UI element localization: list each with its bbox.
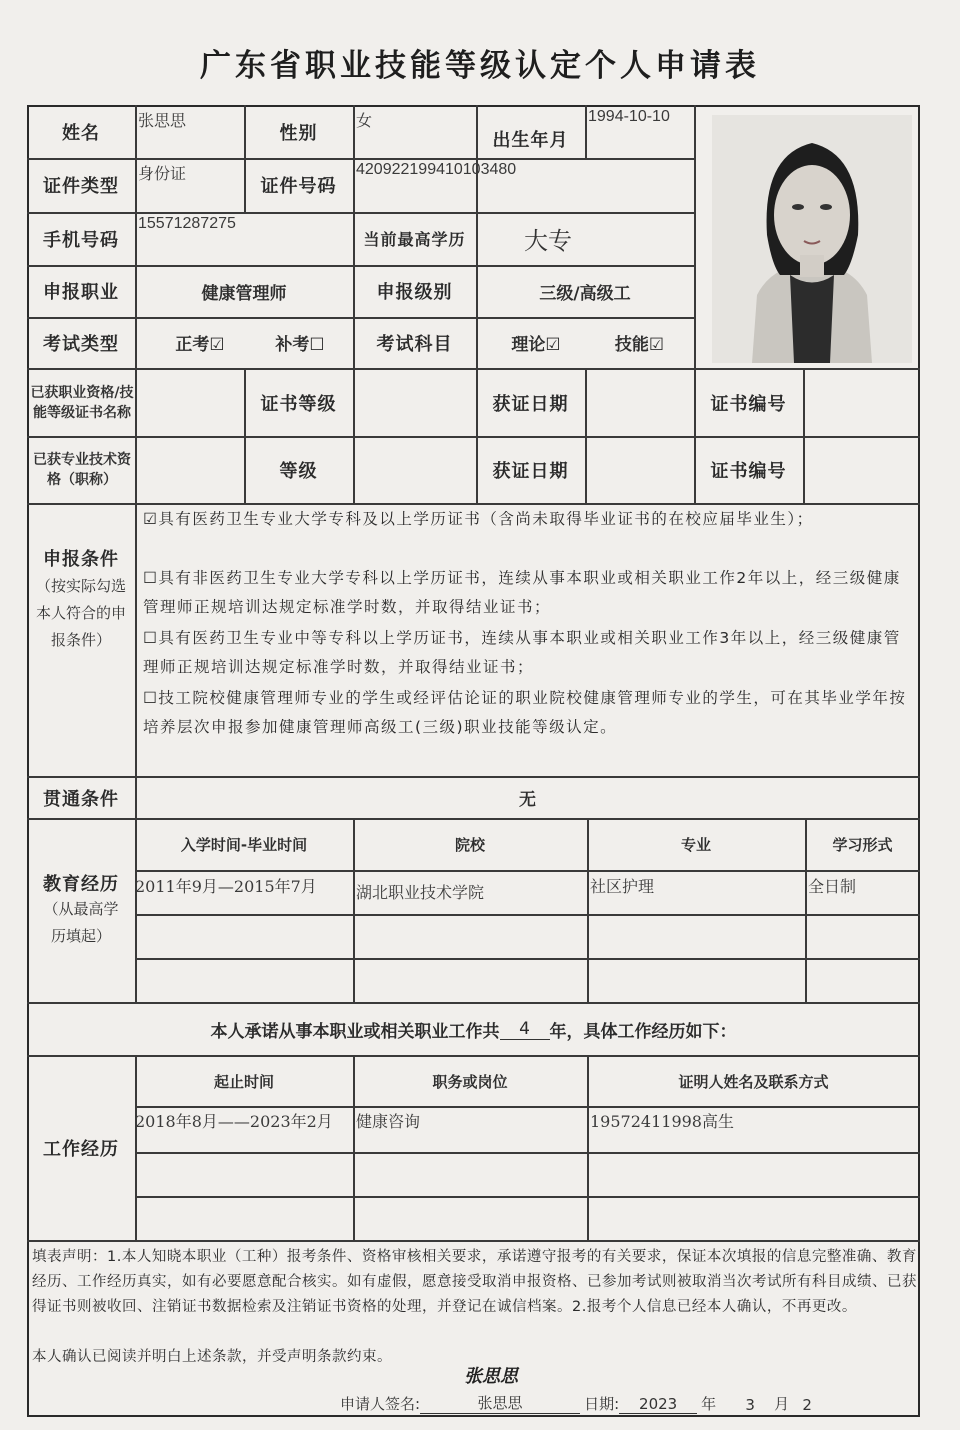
date-year[interactable]: 2023 [619,1395,697,1414]
work-promise-suffix: 年，具体工作经历如下： [549,1021,737,1042]
checkbox-exam-makeup[interactable]: 补考☐ [275,335,325,355]
label-work-history: 工作经历 [43,1139,119,1160]
work-row-reference[interactable]: 19572411998高生 [590,1112,734,1131]
row-line [27,1240,920,1242]
applicant-photo [712,115,912,363]
field-name[interactable]: 张思思 [138,111,187,130]
label-conditions-note: （按实际勾选本人符合的申报条件） [35,577,126,649]
form-title: 广东省职业技能等级认定个人申请表 [200,48,760,84]
edu-header-period: 入学时间-毕业时间 [180,835,308,854]
date-day[interactable]: 2 [802,1396,812,1414]
row-line [135,958,920,960]
label-phone: 手机号码 [43,229,119,251]
signature-name: 张思思 [477,1394,523,1412]
field-through[interactable]: 无 [519,790,536,810]
label-id-type: 证件类型 [43,176,119,197]
checkbox-subject-theory[interactable]: 理论☑ [511,335,561,355]
label-id-number: 证件号码 [260,176,337,197]
condition-item-3[interactable]: ☐具有医药卫生专业中等专科以上学历证书，连续从事本职业或相关职业工作3年以上，经三级健康管理师正规培训达规定标准学时数，并取得结业证书； [143,629,901,676]
work-header-period: 起止时间 [213,1072,274,1091]
label-grade: 等级 [279,461,318,482]
label-education: 当前最高学历 [363,230,466,249]
work-row-period[interactable]: 2018年8月——2023年2月 [135,1112,333,1131]
date-year-unit: 年 [701,1395,717,1413]
label-exam-type: 考试类型 [43,333,119,355]
field-id-type[interactable]: 身份证 [138,164,187,183]
work-row-position[interactable]: 健康咨询 [356,1112,421,1131]
col-line [585,368,587,504]
label-birth: 出生年月 [492,129,569,151]
field-level[interactable]: 三级/高级工 [539,283,631,304]
label-exam-subject: 考试科目 [376,333,453,355]
edu-header-mode: 学习形式 [832,835,893,854]
work-header-position: 职务或岗位 [432,1072,508,1091]
condition-item-4[interactable]: ☐技工院校健康管理师专业的学生或经评估论证的职业院校健康管理师专业的学生，可在其毕业学年按培养层次申报参加健康管理师高级工(三级)职业技能等级认定。 [143,689,907,736]
label-edu-note: （从最高学历填起） [43,900,119,945]
work-header-reference: 证明人姓名及联系方式 [678,1072,829,1091]
edu-row-major[interactable]: 社区护理 [590,877,655,896]
checkbox-subject-skill[interactable]: 技能☑ [614,335,665,355]
label-level: 申报级别 [376,282,453,303]
row-line [135,1196,920,1198]
label-tech-title: 已获专业技术资格（职称） [33,452,131,488]
label-cert-date: 获证日期 [492,394,569,415]
label-name: 姓名 [62,122,100,144]
signature-line [340,1366,817,1414]
edu-header-school: 院校 [454,835,485,854]
label-edu-block [29,870,133,960]
label-occupation: 申报职业 [43,282,119,303]
field-gender[interactable]: 女 [356,111,373,130]
edu-row-school[interactable]: 湖北职业技术学院 [356,883,485,902]
label-conditions-block [29,545,133,695]
date-label: 日期: [584,1395,620,1413]
label-cert-level: 证书等级 [260,394,337,415]
condition-item-1[interactable]: ☑具有医药卫生专业大学专科及以上学历证书（含尚未取得毕业证书的在校应届毕业生）； [143,510,814,528]
row-line [135,914,920,916]
declaration-text: 填表声明：1.本人知晓本职业（工种）报考条件、资格审核相关要求，承诺遵守报考的有关要求，保证本次填报的信息完整准确、教育经历、工作经历真实，如有必要愿意配合核实。如有虚假，愿意接受取消申报资格、已参加考试则被取消当次考试所有科目成绩、已获得证书则被收回、注销证书数据检索及注销证书资格的处理，并登记在诚信档案。2.报考个人信息已经本人确认，不再更改。 [32,1249,917,1315]
signature-field[interactable] [420,1366,580,1414]
work-promise-prefix: 本人承诺从事本职业或相关职业工作共 [210,1021,500,1042]
row-line [135,1152,920,1154]
date-month[interactable]: 3 [745,1396,755,1414]
label-cert-date2: 获证日期 [492,461,569,482]
edu-row-mode[interactable]: 全日制 [808,877,857,896]
checkbox-exam-normal[interactable]: 正考☑ [175,335,225,355]
label-edu-history: 教育经历 [43,874,119,895]
date-month-unit: 月 [774,1395,790,1413]
label-cert-no2: 证书编号 [710,461,787,482]
declaration-confirm: 本人确认已阅读并明白上述条款，并受声明条款约束。 [32,1349,392,1365]
label-through: 贯通条件 [43,788,119,810]
edu-header-major: 专业 [680,835,711,854]
edu-row-period[interactable]: 2011年9月—2015年7月 [135,877,317,896]
field-phone[interactable]: 15571287275 [138,215,236,232]
work-years[interactable]: 4 [500,1019,550,1040]
field-birth[interactable]: 1994-10-10 [588,108,670,125]
label-gender: 性别 [279,122,318,144]
label-cert-name: 已获职业资格/技能等级证书名称 [30,385,134,421]
field-occupation[interactable]: 健康管理师 [201,283,287,304]
signature-label: 申请人签名: [340,1395,421,1413]
label-conditions: 申报条件 [43,549,119,570]
handwritten-signature: 张思思 [464,1366,519,1387]
field-education[interactable]: 大专 [524,227,572,255]
work-promise [27,1003,920,1055]
field-id-number[interactable]: 420922199410103480 [356,161,517,178]
condition-item-2[interactable]: ☐具有非医药卫生专业大学专科以上学历证书，连续从事本职业或相关职业工作2年以上，经三级健康管理师正规培训达规定标准学时数，并取得结业证书； [143,569,901,616]
label-cert-no: 证书编号 [710,394,787,415]
portrait-image [712,115,912,363]
col-line [803,368,805,504]
